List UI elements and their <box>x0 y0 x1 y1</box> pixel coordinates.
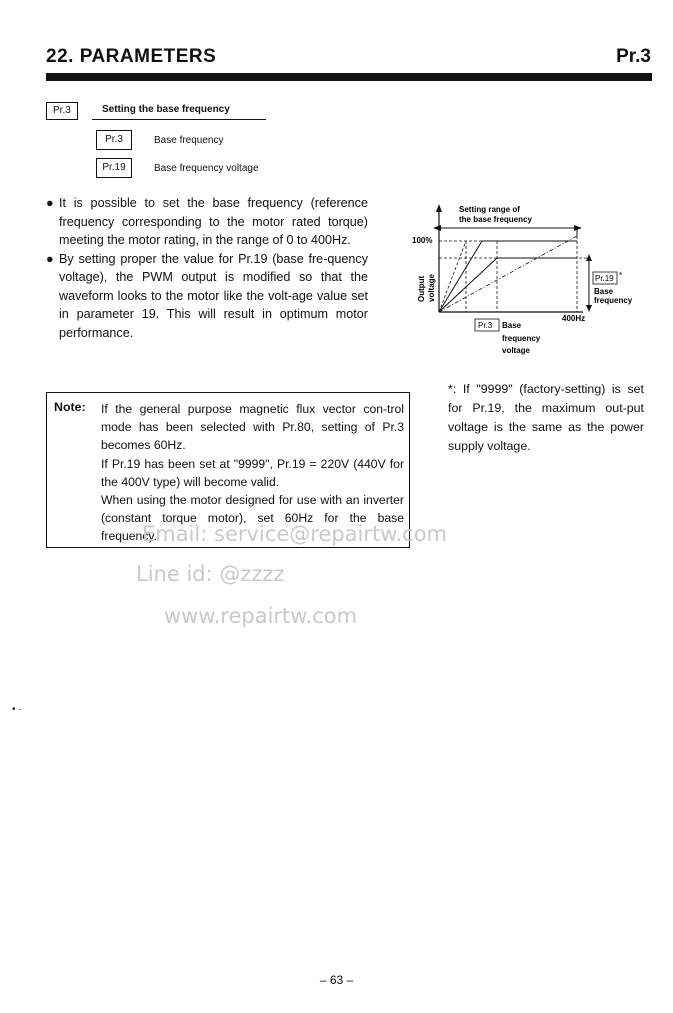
param-label: Base frequency <box>154 135 224 146</box>
margin-marks: • · <box>12 704 22 715</box>
figure-param-box-label: Pr.3 <box>478 321 493 330</box>
figure-footnote-mark: * <box>619 271 623 280</box>
figure-right-label: Base <box>594 287 614 296</box>
section-rule <box>92 119 266 120</box>
section-title: Setting the base frequency <box>102 104 230 115</box>
y-axis-label: Output <box>417 275 426 302</box>
vf-curve-dashed <box>439 236 577 312</box>
note-label: Note: <box>54 400 86 414</box>
range-arrow-head-icon <box>574 225 582 231</box>
watermark-email: Email: service@repairtw.com <box>142 522 448 546</box>
param-code-box: Pr.19 <box>96 158 132 178</box>
y-tick-label: 100% <box>412 236 433 245</box>
figure-range-label: Setting range of <box>459 205 520 214</box>
watermark-line-id: Line id: @zzzz <box>136 562 285 586</box>
figure-bottom-label: frequency <box>502 334 541 343</box>
section-code-box: Pr.3 <box>46 102 78 120</box>
vf-curve <box>439 241 577 312</box>
header-rule <box>46 73 652 81</box>
note-paragraph: If Pr.19 has been set at "9999", Pr.19 = 220V (440V for the 400V type) will become valid. <box>101 456 404 489</box>
voltage-arrow-head-icon <box>586 305 592 312</box>
page-header-code: Pr.3 <box>616 46 651 67</box>
param-code-box: Pr.3 <box>96 130 132 150</box>
figure-footnote: *: If "9999" (factory-setting) is set for Pr.19, the maximum out-put voltage is the same as the power supply voltage. <box>448 382 644 453</box>
page-number: – 63 – <box>319 973 354 987</box>
bullet-icon: ● <box>46 196 54 210</box>
figure-param-box-label: Pr.19 <box>595 274 614 283</box>
note-paragraph: If the general purpose magnetic flux vector con-trol mode has been selected with Pr.80, setting of Pr.3 becomes 60Hz. <box>101 402 404 453</box>
figure-bottom-label: voltage <box>502 346 531 355</box>
figure-bottom-label: Base <box>502 321 522 330</box>
vf-curve-dashed <box>439 241 466 312</box>
vf-curve <box>439 258 577 312</box>
range-arrow-head-icon <box>433 225 441 231</box>
watermark-url: www.repairtw.com <box>164 604 358 628</box>
body-text <box>46 194 368 342</box>
param-label: Base frequency voltage <box>154 163 259 174</box>
voltage-arrow-head-icon <box>586 254 592 261</box>
bullet-item <box>46 250 368 343</box>
x-tick-label: 400Hz <box>562 314 586 323</box>
page-header-title: 22. PARAMETERS <box>46 46 217 67</box>
bullet-text: It is possible to set the base frequency (reference frequency corresponding to the motor rated torque) meeting the motor rating, in the range of 0 to 400Hz. <box>59 196 368 247</box>
bullet-item <box>46 194 368 250</box>
y-axis-label: voltage <box>427 273 436 302</box>
param-row-base-frequency <box>96 130 224 150</box>
y-axis-arrow-icon <box>436 204 442 212</box>
bullet-text: By setting proper the value for Pr.19 (base fre-quency voltage), the PWM output is modified so that the waveform looks to the motor like the volt-age value set in parameter 19. This will result in optimum motor performance. <box>59 251 368 340</box>
base-frequency-figure <box>400 190 650 365</box>
param-row-base-frequency-voltage <box>96 158 259 178</box>
note-paragraph: When using the motor designed for use with an inverter (constant torque motor), set 60Hz for the base frequency. <box>101 493 404 544</box>
bullet-icon: ● <box>46 251 54 266</box>
figure-right-label: frequency <box>594 296 633 305</box>
figure-range-label: the base frequency <box>459 215 532 224</box>
